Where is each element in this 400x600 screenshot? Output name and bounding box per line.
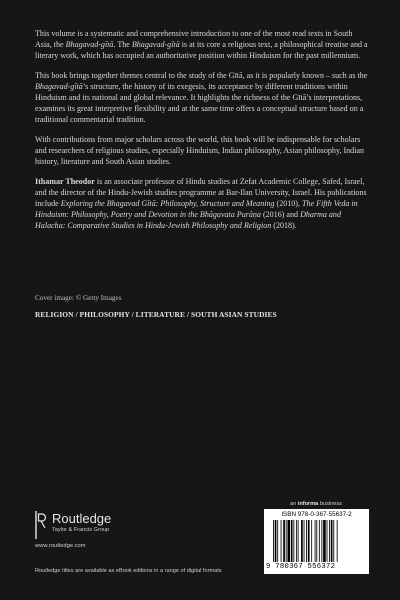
publication-title: The Fifth Veda in Hinduism: Philosophy, Poetry and Devotion in the Bhāgavata Purāṇa — [35, 199, 358, 220]
informa-prefix: an — [290, 501, 298, 507]
publication-title: Dharma and Halacha: Comparative Studies in Hindu-Jewish Philosophy and Religion — [35, 210, 341, 231]
blurb-paragraph-2 — [35, 71, 370, 126]
blurb-text: ’s structure, the history of its exegesis, its acceptance by different traditions within Hinduism and its national and global relevance. It highlights the richness of the Gītā’s interpretations, examines its great interpretive flexibility and at the same time offers a conceptual structure based on a traditional commentarial tradition. — [35, 82, 364, 124]
isbn-barcode — [264, 509, 369, 574]
blurb-text: This book brings together themes central to the study of the Gītā, as it is popularly known – such as the — [35, 71, 368, 81]
publisher-logo — [35, 511, 175, 551]
publisher-name: Routledge — [52, 511, 112, 526]
back-cover-blurb — [35, 29, 370, 242]
bio-text: (2016) and — [260, 210, 301, 220]
author-bio — [35, 177, 370, 232]
informa-brand: informa — [297, 501, 319, 507]
bio-text: is an associate professor of Hindu studies at Zefat Academic College, Safed, Israel, and the director of the Hindu-Jewish studies programme at Bar-Ilan University, Israel. His publications include — [35, 177, 367, 209]
author-name: Ithamar Theodor — [35, 177, 95, 187]
ebook-note: Routledge titles are available as eBook editions in a range of digital formats — [35, 568, 222, 574]
barcode-digits: 9 780367 556372 — [266, 563, 336, 571]
cover-image-credit: Cover image: © Getty Images — [35, 294, 122, 302]
book-title-italic: Bhagavad-gītā — [65, 39, 114, 49]
barcode-icon — [273, 520, 365, 562]
isbn-text: ISBN 978-0-367-55637-2 — [281, 511, 352, 518]
book-title-italic: Bhagavad-gītā — [35, 82, 83, 92]
bio-text: (2018). — [271, 221, 297, 231]
publisher-url[interactable]: www.routledge.com — [35, 543, 86, 549]
routledge-logo-icon — [35, 511, 47, 540]
blurb-paragraph-3: With contributions from major scholars across the world, this book will be indispensable for scholars and researchers of religious studies, especially Hinduism, Indian philosophy, Asian philosophy, Indian history, literature and South Asian studies. — [35, 135, 365, 167]
blurb-text: . The — [113, 39, 132, 49]
informa-suffix: business — [318, 501, 342, 507]
book-title-italic: Bhagavad-gītā — [131, 39, 180, 49]
subject-categories: RELIGION / PHILOSOPHY / LITERATURE / SOUTH ASIAN STUDIES — [35, 310, 277, 319]
publisher-group: Taylor & Francis Group — [52, 527, 110, 533]
blurb-text: is at its core a religious text, a philosophical treatise and a literary work, which has occupied an authoritative position within Hinduism for the past millennium. — [35, 39, 368, 60]
publication-title: Exploring the Bhagavad Gītā: Philosophy, Structure and Meaning — [60, 199, 275, 209]
informa-business-tag — [290, 501, 342, 507]
blurb-paragraph-1 — [35, 29, 370, 62]
blurb-text: This volume is a systematic and comprehensive introduction to one of the most read texts in South Asia, the — [35, 29, 353, 49]
bio-text: (2010), — [274, 199, 303, 209]
